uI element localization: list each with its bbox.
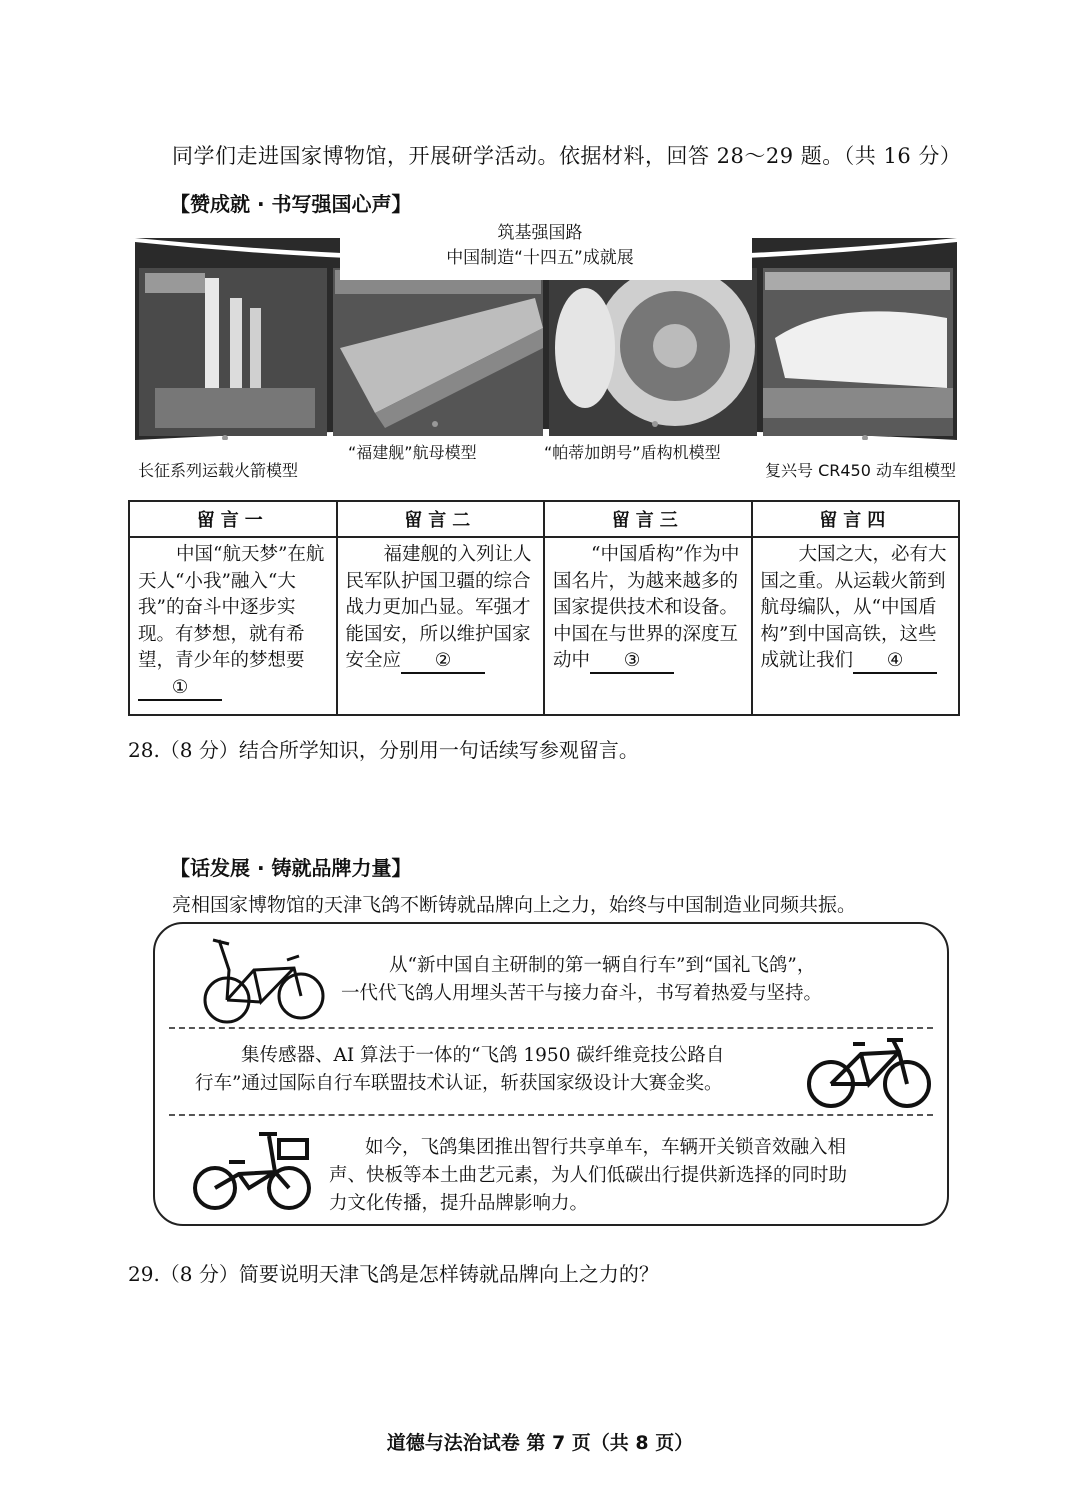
road-bike-icon bbox=[803, 1032, 935, 1110]
message-header: 留言一 bbox=[129, 501, 337, 537]
message-text: “中国盾构”作为中国名片，为越来越多的国家提供技术和设备。中国在与世界的深度互动中 bbox=[553, 544, 740, 671]
bicycle-story-box bbox=[153, 922, 949, 1226]
story-2 bbox=[195, 1042, 724, 1098]
story-2-line1: 集传感器、AI 算法于一体的“飞鸽 1950 碳纤维竞技公路自 bbox=[241, 1045, 725, 1066]
message-cell bbox=[752, 537, 960, 715]
story-2-line2: 行车”通过国际自行车联盟技术认证，斩获国家级设计大赛金奖。 bbox=[195, 1073, 723, 1094]
story-1-line1: 从“新中国自主研制的第一辆自行车”到“国礼飞鸽”， bbox=[389, 955, 816, 976]
message-header: 留言四 bbox=[752, 501, 960, 537]
message-cell bbox=[544, 537, 752, 715]
message-table bbox=[128, 500, 960, 716]
message-header: 留言二 bbox=[337, 501, 545, 537]
intro-text: 同学们走进国家博物馆，开展研学活动。依据材料，回答 28～29 题。（共 16 分） bbox=[172, 144, 962, 168]
banner-title-line2: 中国制造“十四五”成就展 bbox=[446, 248, 634, 268]
message-text: 大国之大，必有大国之重。从运载火箭到航母编队，从“中国盾构”到中国高铁，这些成就让我们 bbox=[760, 544, 947, 671]
tbm-model-photo bbox=[549, 266, 757, 436]
message-cell bbox=[129, 537, 337, 715]
message-cell bbox=[337, 537, 545, 715]
message-text: 福建舰的入列让人民军队护国卫疆的综合战力更加凸显。军强才能国安，所以维护国家安全应 bbox=[345, 544, 532, 671]
page-footer: 道德与法治试卷 第 7 页（共 8 页） bbox=[386, 1432, 694, 1454]
story-3-line2: 声、快板等本土曲艺元素，为人们低碳出行提供新选择的同时助 bbox=[329, 1165, 848, 1186]
story-3 bbox=[329, 1134, 847, 1218]
answer-blank[interactable]: ③ bbox=[590, 650, 674, 674]
question-29: 29.（8 分）简要说明天津飞鸽是怎样铸就品牌向上之力的？ bbox=[128, 1262, 659, 1286]
section2-title: 【话发展 · 铸就品牌力量】 bbox=[170, 856, 412, 880]
question-28: 28.（8 分）结合所学知识，分别用一句话续写参观留言。 bbox=[128, 738, 639, 762]
story-3-line1: 如今，飞鸽集团推出智行共享单车，车辆开关锁音效融入相 bbox=[365, 1137, 847, 1158]
exhibition-photo-banner bbox=[135, 238, 957, 440]
answer-blank[interactable]: ② bbox=[401, 650, 485, 674]
dashed-divider bbox=[169, 1114, 933, 1116]
vintage-bicycle-icon bbox=[199, 930, 329, 1026]
carrier-model-photo bbox=[333, 268, 543, 436]
story-1 bbox=[341, 952, 822, 1008]
fuxing-train-model-photo bbox=[763, 268, 953, 436]
message-text: 中国“航天梦”在航天人“小我”融入“大我”的奋斗中逐步实现。有梦想，就有希望，青少年的梦想要 bbox=[138, 544, 325, 671]
section2-paragraph: 亮相国家博物馆的天津飞鸽不断铸就品牌向上之力，始终与中国制造业同频共振。 bbox=[172, 894, 857, 916]
message-header: 留言三 bbox=[544, 501, 752, 537]
photo-caption-rocket: 长征系列运载火箭模型 bbox=[138, 461, 299, 480]
story-1-line2: 一代代飞鸽人用埋头苦干与接力奋斗，书写着热爱与坚持。 bbox=[341, 983, 823, 1004]
dashed-divider bbox=[169, 1027, 933, 1029]
banner-title-line1: 筑基强国路 bbox=[497, 223, 583, 243]
rocket-model-photo bbox=[139, 268, 327, 436]
section1-title: 【赞成就 · 书写强国心声】 bbox=[170, 192, 412, 216]
answer-blank[interactable]: ① bbox=[138, 677, 222, 701]
shared-bicycle-icon bbox=[189, 1124, 315, 1216]
photo-caption-tbm: “帕蒂加朗号”盾构机模型 bbox=[544, 443, 721, 462]
answer-blank[interactable]: ④ bbox=[853, 650, 937, 674]
photo-caption-train: 复兴号 CR450 动车组模型 bbox=[765, 461, 957, 480]
photo-caption-carrier: “福建舰”航母模型 bbox=[348, 443, 477, 462]
story-3-line3: 力文化传播，提升品牌影响力。 bbox=[329, 1193, 589, 1214]
